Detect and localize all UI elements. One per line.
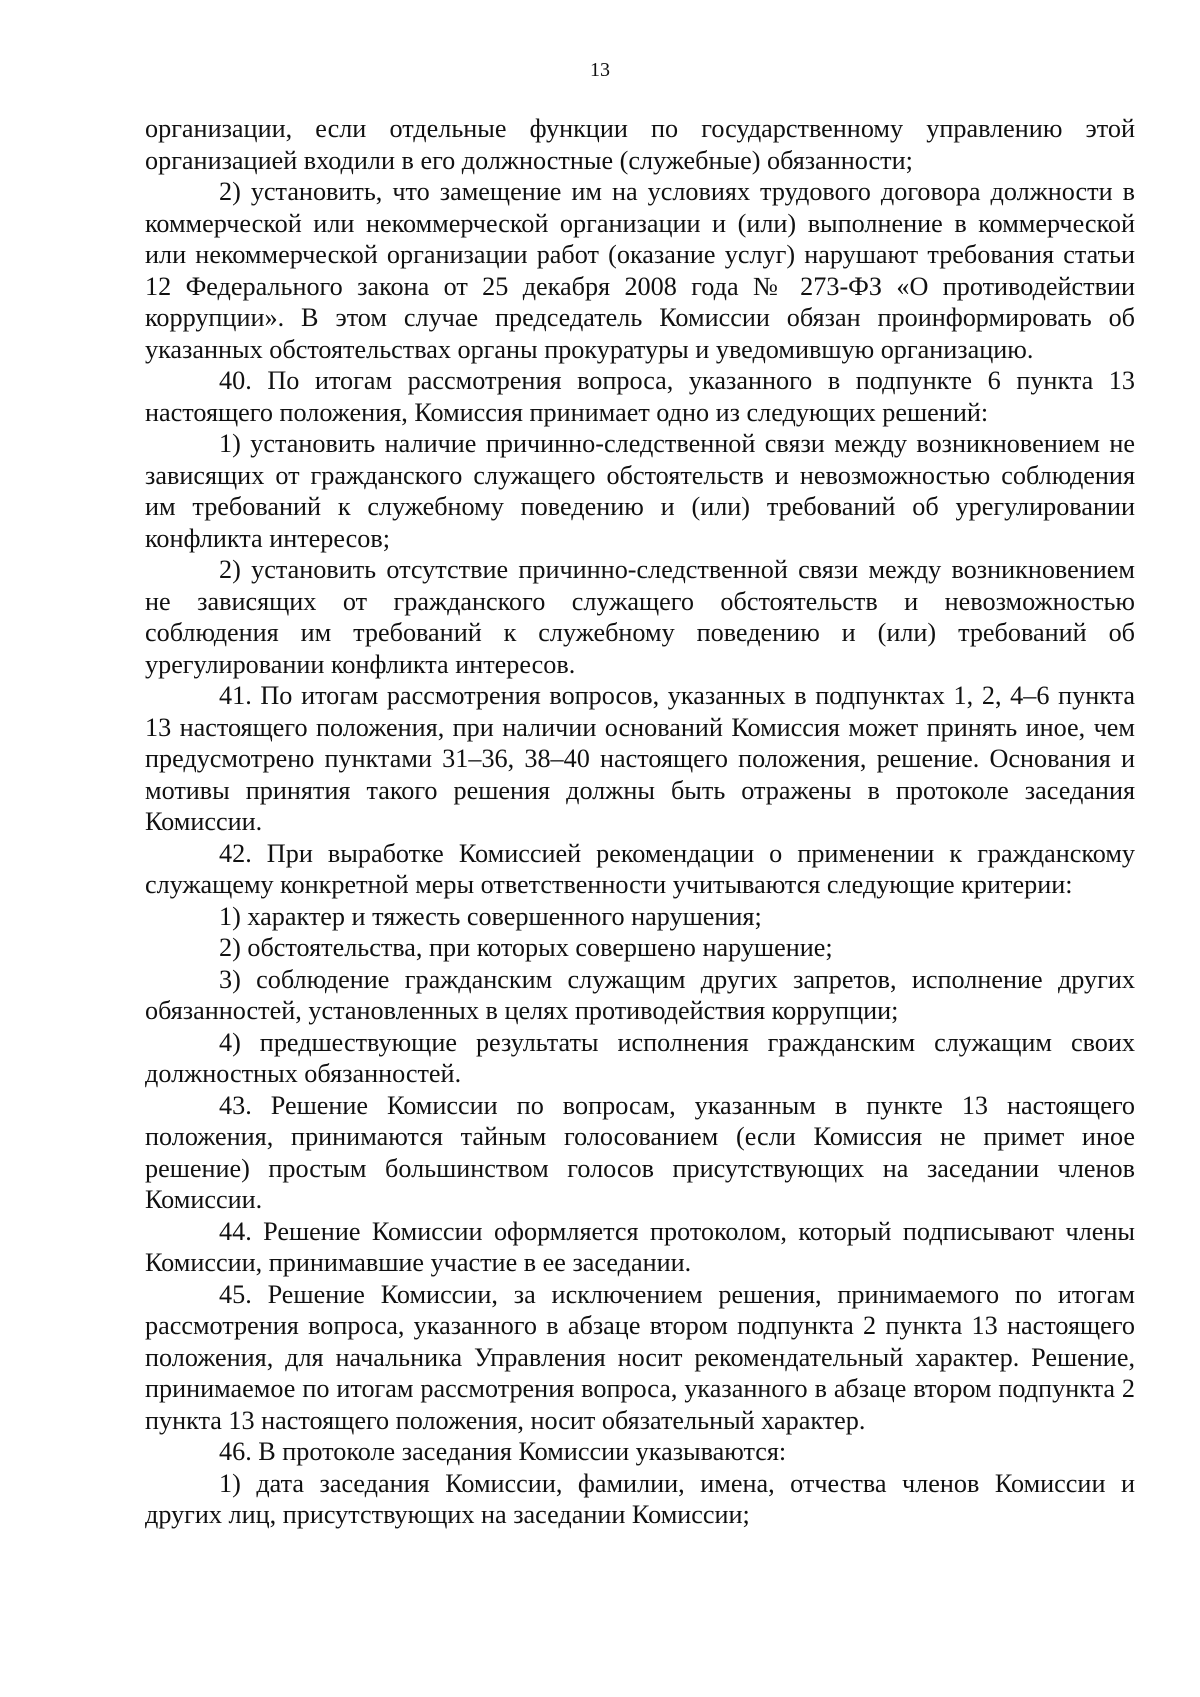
paragraph: 1) дата заседания Комиссии, фамилии, имена, отчества членов Комиссии и других лиц, присутствующих на заседании Комиссии; <box>145 1468 1135 1529</box>
paragraph: 3) соблюдение гражданским служащим других запретов, исполнение других обязанностей, установленных в целях противодействия коррупции; <box>145 964 1135 1025</box>
paragraph: 40. По итогам рассмотрения вопроса, указанного в подпункте 6 пункта 13 настоящего положения, Комиссия принимает одно из следующих решений: <box>145 366 1135 427</box>
paragraph: 4) предшествующие результаты исполнения гражданским служащим своих должностных обязанностей. <box>145 1027 1135 1088</box>
paragraph: 2) обстоятельства, при которых совершено нарушение; <box>219 933 833 962</box>
page-number: 13 <box>590 59 610 81</box>
paragraph: 1) установить наличие причинно-следственной связи между возникновением не зависящих от гражданского служащего обстоятельств и невозможностью соблюдения им требований к служебному поведению и (или) требований об урегулировании конфликта интересов; <box>145 429 1135 553</box>
paragraph: 1) характер и тяжесть совершенного нарушения; <box>219 901 762 931</box>
document-body <box>145 113 1135 1531</box>
paragraph: 44. Решение Комиссии оформляется протоколом, который подписывают члены Комиссии, принимавшие участие в ее заседании. <box>145 1216 1135 1277</box>
paragraph: 2) установить отсутствие причинно-следственной связи между возникновением не зависящих от гражданского служащего обстоятельств и невозможностью соблюдения им требований к служебному поведению и (или) требований об урегулировании конфликта интересов. <box>145 555 1135 679</box>
paragraph: 41. По итогам рассмотрения вопросов, указанных в подпунктах 1, 2, 4–6 пункта 13 настоящего положения, при наличии оснований Комиссия может принять иное, чем предусмотрено пунктами 31–36, 38–40 настоящего положения, решение. Основания и мотивы принятия такого решения должны быть отражены в протоколе заседания Комиссии. <box>145 681 1135 836</box>
paragraph: 42. При выработке Комиссией рекомендации о применении к гражданскому служащему конкретной меры ответственности учитываются следующие критерии: <box>145 838 1135 899</box>
paragraph: 45. Решение Комиссии, за исключением решения, принимаемого по итогам рассмотрения вопроса, указанного в абзаце втором подпункта 2 пункта 13 настоящего положения, для начальника Управления носит рекомендательный характер. Решение, принимаемое по итогам рассмотрения вопроса, указанного в абзаце втором подпункта 2 пункта 13 настоящего положения, носит обязательный характер. <box>145 1279 1135 1435</box>
paragraph: 46. В протоколе заседания Комиссии указываются: <box>219 1437 787 1466</box>
paragraph: организации, если отдельные функции по государственному управлению этой организацией входили в его должностные (служебные) обязанности; <box>145 114 1135 175</box>
paragraph: 43. Решение Комиссии по вопросам, указанным в пункте 13 настоящего положения, принимаются тайным голосованием (если Комиссия не примет иное решение) простым большинством голосов присутствующих на заседании членов Комиссии. <box>145 1090 1135 1214</box>
paragraph: 2) установить, что замещение им на условиях трудового договора должности в коммерческой или некоммерческой организации и (или) выполнение в коммерческой или некоммерческой организации работ (оказание услуг) нарушают требования статьи 12 Федерального закона от 25 декабря 2008 года № 273-ФЗ «О противодействии коррупции». В этом случае председатель Комиссии обязан проинформировать об указанных обстоятельствах органы прокуратуры и уведомившую организацию. <box>145 177 1135 364</box>
